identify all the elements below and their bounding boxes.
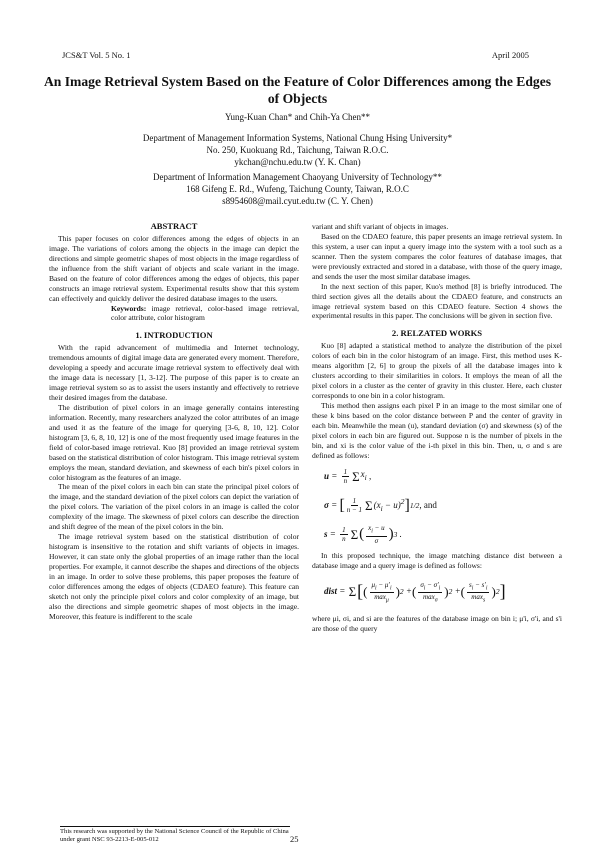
related-works-heading: 2. RELZATED WORKS [391,328,483,339]
paper-title: An Image Retrieval System Based on the Feature of Color Differences among the Edges of Objects [43,74,552,106]
equation-std-dev: σ = [ $\frac{1}{n - 1}$ Σ $(x_i - u)^2$ ] 1/2 , and [324,496,437,515]
intro-paragraph-2: The distribution of pixel colors in an image generally contains interesting information. Recently, many researchers analyzed the color attributes of an image and used it as the feature of the image for querying [3-6, 8, 10, 12]. Color histogram [3, 6, 8, 10, 12] is one of the most frequently used image features in the field of color-based image retrieval. Kuo [8] provided an image retrieval system based on the statistical distribution of color histogram. This image retrieval system employs the mean, standard deviation, and skewness of each bin's pixel colors in color histogram as the features of an image. [49,402,299,482]
intro-paragraph-1: With the rapid advancement of multimedia and Internet technology, tremendous amounts of digital image data are generated every moment. Therefore, developing a speedy and accurate image retrieval system to effectively deal with the image data is necessary [1, 3-12]. The purpose of this paper is to create an image retrieval system so as to assist the users instantly and effectively to retrieve their desired images from the database. [49,343,299,402]
related-paragraph-3: In this proposed technique, the image matching distance dist between a database image and a query image is defined as follows: [312,550,562,570]
affiliation-2-email: s8954608@mail.cyut.edu.tw (C. Y. Chen) [222,195,373,206]
page-number: 25 [290,834,299,844]
affiliation-1 [40,133,555,168]
related-paragraph-1: Kuo [8] adapted a statistical method to analyze the distribution of the pixel colors of each bin in the color histogram of an image. First, this method uses K-means algorithm [2, 6] to group the pixels of all the database images into k clusters according to their similarities in colors. It employs the mean of all the pixel colors in a cluster as the center of gravity in this cluster. Here, each cluster corresponds to one bin in a color histogram. [312,341,562,400]
affiliation-1-address: No. 250, Kuokuang Rd., Taichung, Taiwan R.O.C. [206,144,389,155]
equation-mean: u = $\frac{1}{n}$ Σ $x_i$ , [324,468,372,486]
affiliation-2-dept: Department of Information Management Chaoyang University of Technology** [153,172,442,182]
equation-dist: dist = Σ [ ( $\frac{\mu_i - \mu'_i}{\max_\mu}$ ) 2 + ( $\frac{\sigma_i - \sigma'_i}{\max_\sigma}$ ) 2 + ( $\frac{s_i - s'_i}{\max_s}$ ) 2 ] [324,580,506,604]
introduction-heading: 1. INTRODUCTION [135,330,213,341]
related-paragraph-2: This method then assigns each pixel P in an image to the most similar one of these k bins based on the color distance between P and the center of gravity in each bin. Meanwhile the mean (u), standard deviation (σ) and skewness (s) of the pixel colors in each bin are figured out. Suppose n is the number of pixels in the bin, and xi is the color value of the i-th pixel in this bin. Then, u, σ and s are defined as follows: [312,400,562,460]
right-column [312,222,562,634]
equation-and: , and [419,499,437,510]
related-paragraph-4: where μi, σi, and si are the features of the database image on bin i; μ'i, σ'i, and s'i are those of the query [312,614,562,634]
intro-paragraph-4: The image retrieval system based on the statistical distribution of color histogram is insensitive to the rotation and shift variants of objects in images. However, it can state only the global properties of an image rather than the local properties. For example, it cannot describe the shapes and directions of the objects in an image. In order to solve these problems, this paper proposes the feature of color differences among the edges of objects (CDAEO feature). This feature can sketch not only the principle pixel colors and color complexity of an image, but also the directions and simple geometric shapes of most objects in the image. Moreover, this feature is indifferent to the scale [49,532,299,621]
keywords-label: Keywords: [111,303,147,313]
footnote: This research was supported by the National Science Council of the Republic of China under grant NSC 93-2213-E-005-012 [60,828,289,844]
keywords-text: image retrieval, color-based image retrieval, color attribute, color histogram [111,303,299,323]
right-paragraph-1: Based on the CDAEO feature, this paper presents an image retrieval system. In this system, a user can input a query image into the system with a tool such as a scanner. Then the system compares the color features of database images, that were previously extracted and stored in a database, with those of the query image, and sends the user the most similar database images. [312,231,562,281]
authors: Yung-Kuan Chan* and Chih-Ya Chen** [224,112,371,122]
affiliation-1-email: ykchan@nchu.edu.tw (Y. K. Chan) [234,156,361,167]
left-column [49,219,299,622]
keywords [49,304,299,324]
affiliation-1-dept: Department of Management Information Systems, National Chung Hsing University* [142,133,453,143]
affiliation-2 [40,172,555,207]
abstract-heading: ABSTRACT [150,221,198,231]
footnote-rule [60,826,290,827]
right-paragraph-0: variant and shift variant of objects in images. [312,222,449,231]
running-header-journal: JCS&T Vol. 5 No. 1 [62,50,131,60]
equation-skewness: s = $\frac{1}{n}$ Σ ( $\frac{x_i - u}{\sigma}$ ) 3 . [324,524,402,545]
right-paragraph-2: In the next section of this paper, Kuo's method [8] is briefly introduced. The third section gives all the details about the CDAEO feature, and constructs an image retrieval system based on this CDAEO feature. Section 4 shows the experimental results in this paper. The conclusions will be given in section five. [312,281,562,321]
abstract-body: This paper focuses on color differences among the edges of objects in an image. The variations of colors among the objects in the image can depict the directions and simple geometric shapes of most objects in the image regardless of the influence from the shift variant of objects and scale variant in the image. Based on the feature of color differences among the edges of objects, this paper constructs an image retrieval system. Experimental results show that this system can effectively and quickly deliver the desired database images to the users. [49,233,299,303]
affiliation-2-address: 168 Gifeng E. Rd., Wufeng, Taichung County, Taiwan, R.O.C [186,183,409,194]
running-header-date: April 2005 [491,50,529,60]
intro-paragraph-3: The mean of the pixel colors in each bin can state the principal pixel colors of the image, and the standard deviation of the pixel colors can depict the variation of the pixel colors. The variation of the pixel colors in an image is called the color complexity of the image. The skewness of pixel colors can describe the direction and shift degree of the mean of the pixel colors in the bin. [49,482,300,532]
